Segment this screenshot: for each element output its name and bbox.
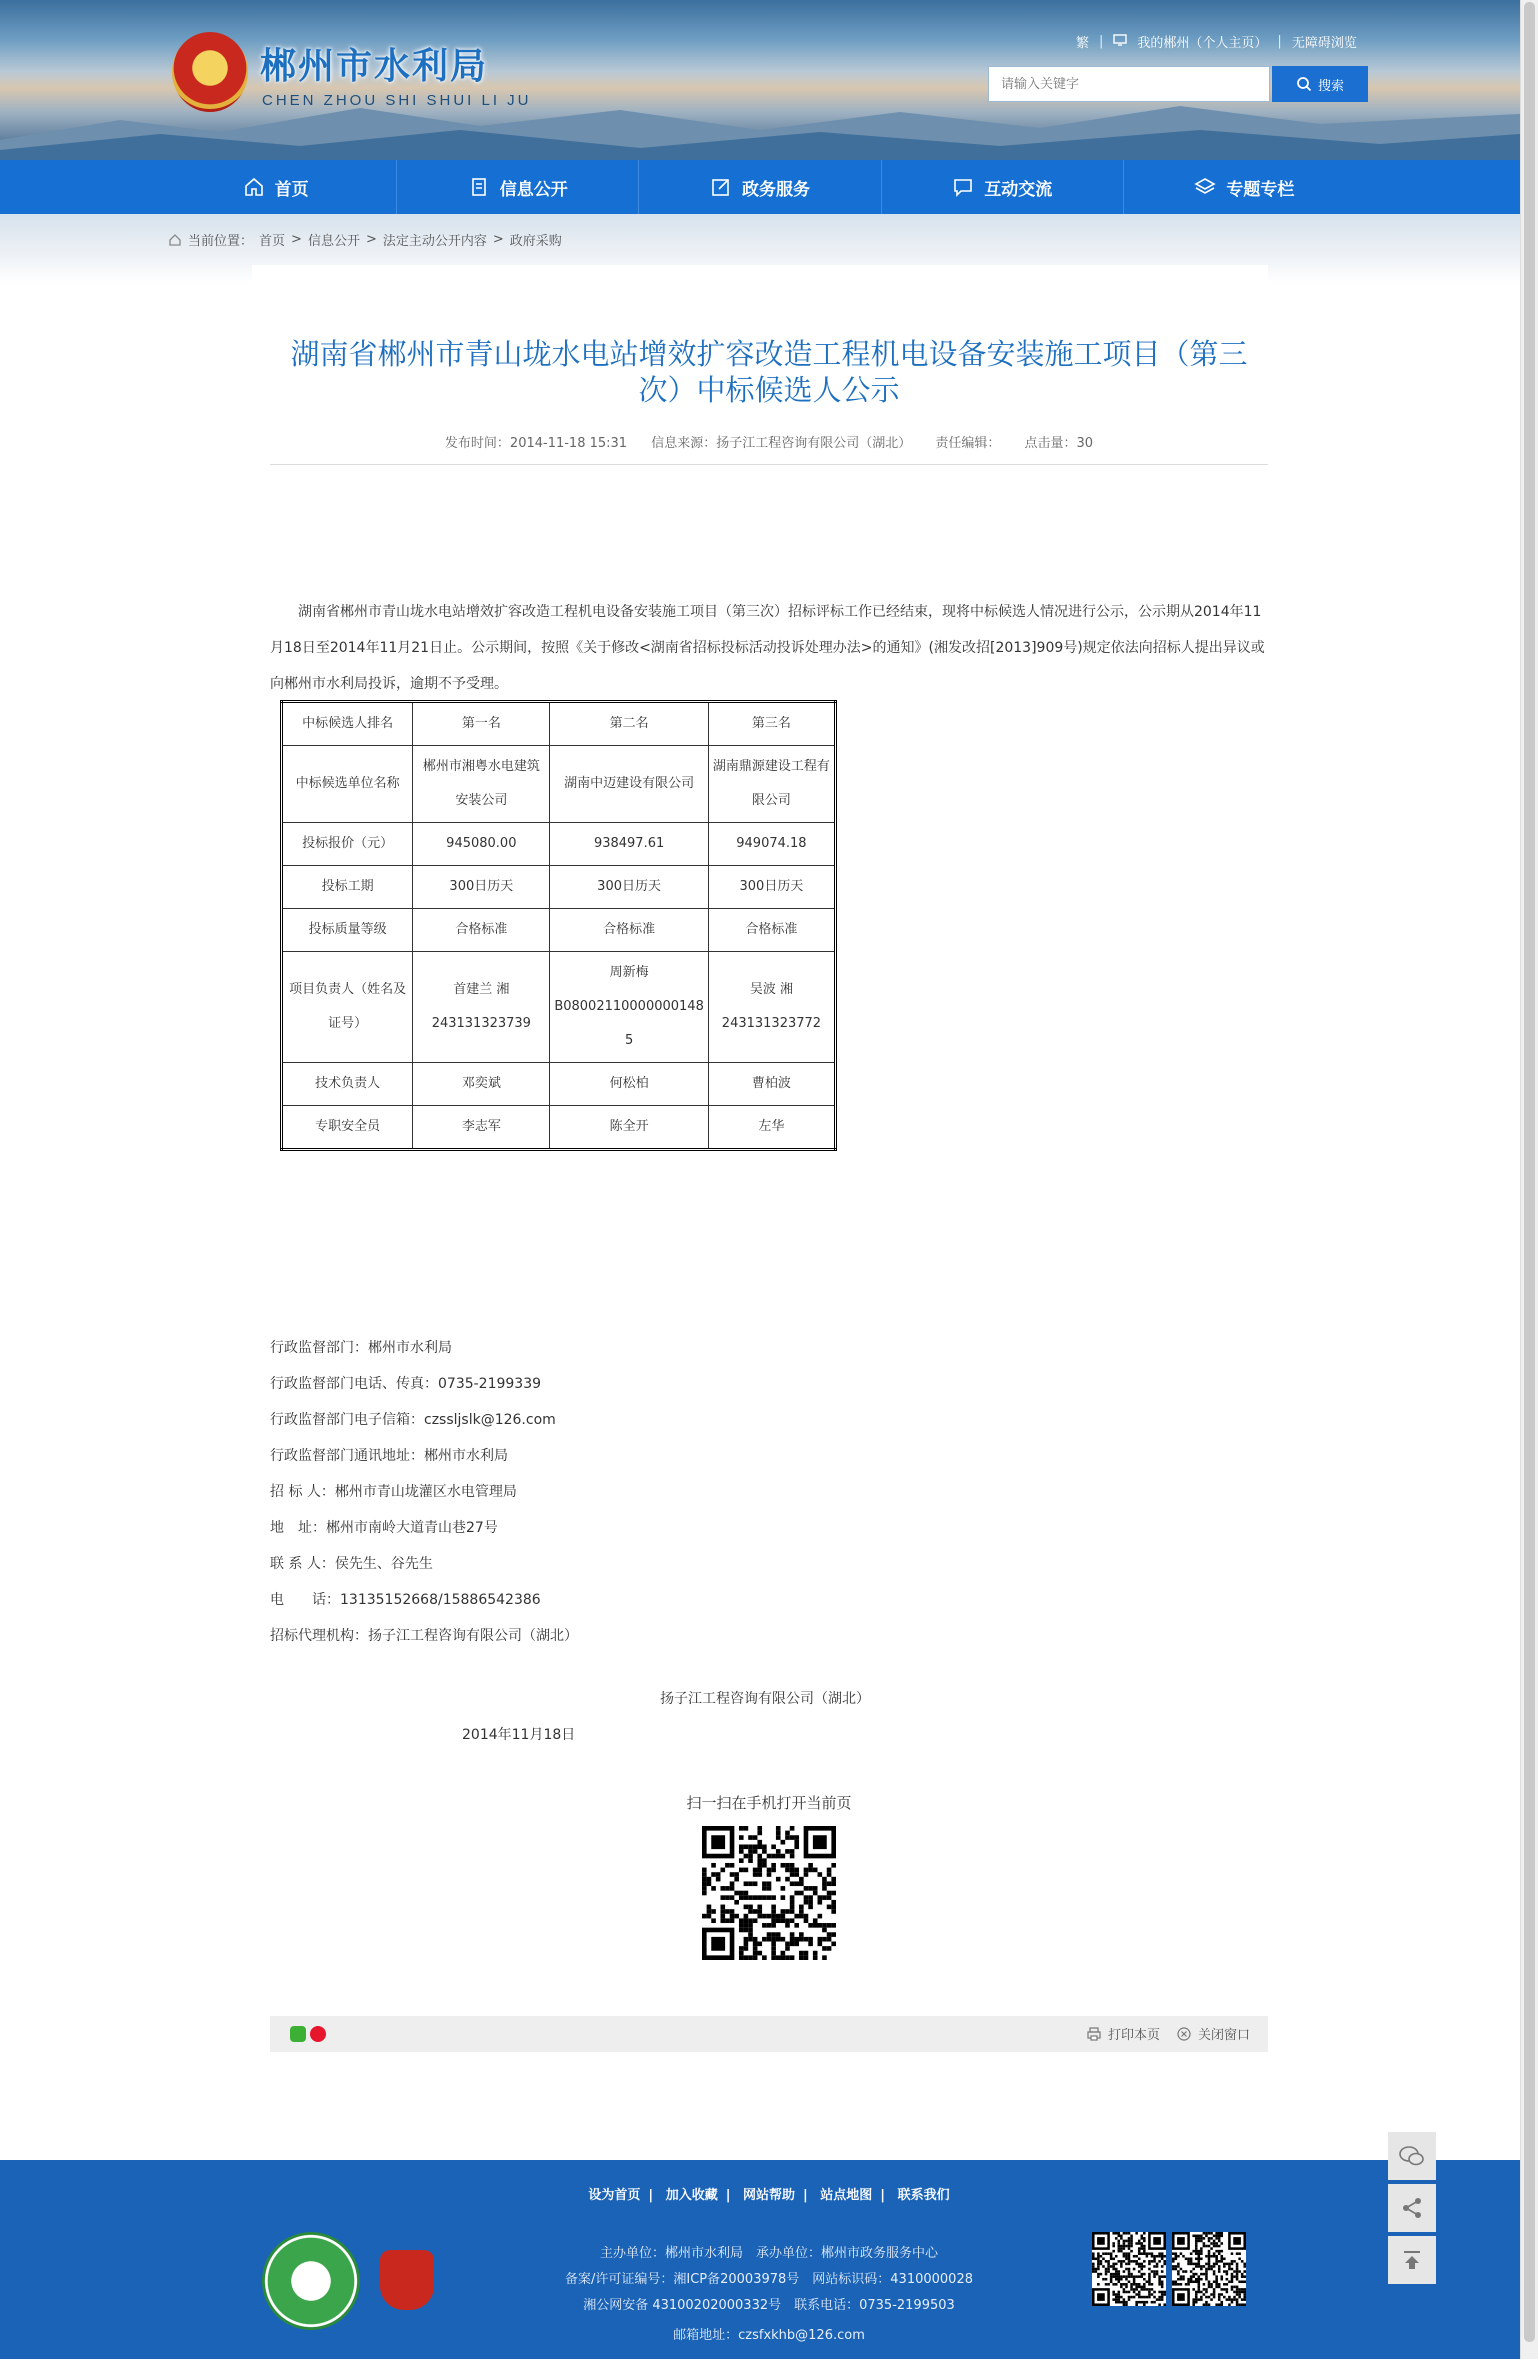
close-label: 关闭窗口 bbox=[1197, 2028, 1250, 2043]
close-window-button[interactable] bbox=[1176, 2024, 1250, 2043]
footer-link-sitemap[interactable]: 站点地图 bbox=[820, 2188, 873, 2203]
edit-icon bbox=[710, 176, 732, 198]
print-label: 打印本页 bbox=[1107, 2028, 1160, 2043]
nav-item-home[interactable] bbox=[155, 160, 397, 214]
breadcrumb bbox=[168, 230, 562, 249]
wechat-icon bbox=[1398, 2144, 1426, 2168]
print-button[interactable] bbox=[1086, 2024, 1160, 2043]
arrow-up-icon bbox=[1400, 2248, 1424, 2272]
table-cell: 技术负责人 bbox=[282, 1063, 413, 1106]
table-cell: 首建兰 湘243131323739 bbox=[413, 952, 550, 1063]
info-line: 行政监督部门电子信箱：czssljslk@126.com bbox=[270, 1412, 556, 1428]
my-chenzhou-link[interactable]: 我的郴州（个人主页） bbox=[1137, 36, 1268, 51]
info-line: 行政监督部门电话、传真：0735-2199339 bbox=[270, 1376, 542, 1392]
signature-company: 扬子江工程咨询有限公司（湖北） bbox=[660, 1691, 870, 1707]
nav-item-info-public[interactable] bbox=[397, 160, 639, 214]
document-icon bbox=[468, 176, 490, 198]
search-icon bbox=[1296, 76, 1312, 92]
table-cell: 949074.18 bbox=[708, 823, 835, 866]
breadcrumb-separator: > bbox=[492, 232, 504, 247]
search-input[interactable] bbox=[989, 67, 1269, 101]
article-meta bbox=[270, 432, 1268, 451]
nav-item-gov-services[interactable] bbox=[639, 160, 881, 214]
nav-item-label: 首页 bbox=[274, 179, 309, 200]
table-cell: 投标报价（元） bbox=[282, 823, 413, 866]
footer-links bbox=[0, 2184, 1538, 2203]
info-source: 信息来源：扬子江工程咨询有限公司（湖北） bbox=[651, 436, 912, 451]
separator: | bbox=[1277, 34, 1282, 49]
footer-qr-code bbox=[1172, 2232, 1246, 2306]
nav-item-label: 互动交流 bbox=[984, 179, 1053, 200]
footer-icp: 备案/许可证编号：湘ICP备20003978号 网站标识码：4310000028 bbox=[564, 2272, 973, 2287]
search-box bbox=[988, 66, 1270, 102]
info-line: 行政监督部门通讯地址：郴州市水利局 bbox=[270, 1448, 508, 1464]
separator: | bbox=[648, 2188, 654, 2203]
info-line: 招 标 人：郴州市青山垅灌区水电管理局 bbox=[270, 1484, 517, 1500]
table-cell: 938497.61 bbox=[550, 823, 709, 866]
table-cell: 300日历天 bbox=[550, 866, 709, 909]
qr-label: 扫一扫在手机打开当前页 bbox=[686, 1794, 852, 1812]
click-count: 点击量：30 bbox=[1024, 436, 1094, 451]
share-icon bbox=[1400, 2196, 1424, 2220]
table-cell: 300日历天 bbox=[708, 866, 835, 909]
site-name: 郴州市水利局 bbox=[260, 46, 489, 87]
table-row bbox=[282, 909, 836, 952]
table-row bbox=[282, 866, 836, 909]
layers-icon bbox=[1194, 176, 1216, 198]
table-cell: 投标质量等级 bbox=[282, 909, 413, 952]
info-line: 电 话：13135152668/15886542386 bbox=[270, 1592, 541, 1608]
table-cell: 第一名 bbox=[413, 702, 550, 746]
table-cell: 投标工期 bbox=[282, 866, 413, 909]
table-row bbox=[282, 746, 836, 823]
table-cell: 300日历天 bbox=[413, 866, 550, 909]
back-to-top-button[interactable] bbox=[1388, 2236, 1436, 2284]
accessibility-link[interactable]: 无障碍浏览 bbox=[1291, 36, 1357, 51]
nav-item-label: 专题专栏 bbox=[1226, 179, 1295, 200]
breadcrumb-procurement[interactable]: 政府采购 bbox=[509, 234, 562, 249]
footer-email: 邮箱地址：czsfxkhb@126.com bbox=[673, 2328, 865, 2343]
table-cell: 湖南鼎源建设工程有限公司 bbox=[708, 746, 835, 823]
wechat-float-button[interactable] bbox=[1388, 2132, 1436, 2180]
footer-qr-code bbox=[1092, 2232, 1166, 2306]
traditional-chinese-link[interactable]: 繁 bbox=[1076, 36, 1090, 51]
table-cell: 合格标准 bbox=[413, 909, 550, 952]
printer-icon bbox=[1086, 2026, 1102, 2042]
scrollbar-thumb[interactable] bbox=[1524, 2, 1535, 2342]
search-button-label: 搜索 bbox=[1317, 78, 1344, 94]
table-cell: 第二名 bbox=[550, 702, 709, 746]
candidate-table bbox=[280, 700, 837, 1151]
table-cell: 何松柏 bbox=[550, 1063, 709, 1106]
table-cell: 吴波 湘243131323772 bbox=[708, 952, 835, 1063]
info-line: 行政监督部门：郴州市水利局 bbox=[270, 1340, 452, 1356]
table-cell: 陈全开 bbox=[550, 1106, 709, 1150]
separator: | bbox=[880, 2188, 886, 2203]
page-qr-code bbox=[702, 1826, 836, 1960]
share-bar bbox=[270, 2016, 1268, 2052]
close-icon bbox=[1176, 2026, 1192, 2042]
share-float-button[interactable] bbox=[1388, 2184, 1436, 2232]
home-icon bbox=[243, 176, 265, 198]
table-cell: 专职安全员 bbox=[282, 1106, 413, 1150]
table-row bbox=[282, 1106, 836, 1150]
info-line: 联 系 人：侯先生、谷先生 bbox=[270, 1556, 433, 1572]
nav-item-interaction[interactable] bbox=[882, 160, 1124, 214]
info-line: 招标代理机构：扬子江工程咨询有限公司（湖北） bbox=[270, 1628, 578, 1644]
divider bbox=[270, 464, 1268, 465]
info-line: 地 址：郴州市南岭大道青山巷27号 bbox=[270, 1520, 498, 1536]
table-cell: 邓奕斌 bbox=[413, 1063, 550, 1106]
nav-item-special-topics[interactable] bbox=[1124, 160, 1365, 214]
table-cell: 曹柏波 bbox=[708, 1063, 835, 1106]
breadcrumb-statutory-content[interactable]: 法定主动公开内容 bbox=[382, 234, 487, 249]
breadcrumb-home[interactable]: 首页 bbox=[259, 234, 286, 249]
contact-info bbox=[270, 1330, 1268, 1654]
weibo-share-icon[interactable] bbox=[310, 2026, 326, 2042]
footer-link-help[interactable]: 网站帮助 bbox=[742, 2188, 795, 2203]
separator: | bbox=[1099, 34, 1104, 49]
footer-link-contact[interactable]: 联系我们 bbox=[897, 2188, 950, 2203]
table-cell: 合格标准 bbox=[708, 909, 835, 952]
search-button[interactable] bbox=[1272, 66, 1368, 102]
editor: 责任编辑： bbox=[935, 436, 1001, 451]
separator: | bbox=[803, 2188, 808, 2203]
main-nav bbox=[0, 160, 1520, 214]
top-links bbox=[1076, 32, 1357, 51]
footer-organizer: 主办单位：郴州市水利局 承办单位：郴州市政务服务中心 bbox=[599, 2246, 938, 2261]
nav-item-label: 政务服务 bbox=[742, 179, 810, 200]
footer-police-record: 湘公网安备 43100202000332号 联系电话：0735-2199503 bbox=[583, 2298, 955, 2313]
table-header-row bbox=[282, 702, 836, 746]
signature-date: 2014年11月18日 bbox=[462, 1727, 576, 1743]
table-cell: 945080.00 bbox=[413, 823, 550, 866]
table-cell: 湖南中迈建设有限公司 bbox=[550, 746, 709, 823]
table-cell: 李志军 bbox=[413, 1106, 550, 1150]
breadcrumb-separator: > bbox=[365, 232, 377, 247]
national-emblem-icon bbox=[172, 32, 248, 112]
article-title: 湖南省郴州市青山垅水电站增效扩容改造工程机电设备安装施工项目（第三次）中标候选人公示 bbox=[290, 337, 1248, 407]
side-toolbar bbox=[1388, 2132, 1436, 2284]
article-paragraph: 湖南省郴州市青山垅水电站增效扩容改造工程机电设备安装施工项目（第三次）招标评标工作已经结束，现将中标候选人情况进行公示，公示期从2014年11月18日至2014年11月21日止。公示期间，按照《关于修改<湖南省招标投标活动投诉处理办法>的通知》(湘发改招[2013]909号)规定依法向招标人提出异议或向郴州市水利局投诉，逾期不予受理。 bbox=[270, 604, 1265, 692]
monitor-icon bbox=[1113, 34, 1127, 50]
table-row bbox=[282, 952, 836, 1063]
breadcrumb-prefix: 当前位置： bbox=[188, 234, 254, 249]
table-cell: 左华 bbox=[708, 1106, 835, 1150]
table-cell: 周新梅 B08002110000000148 5 bbox=[550, 952, 709, 1063]
site-header bbox=[0, 0, 1520, 160]
table-cell: 中标候选人排名 bbox=[282, 702, 413, 746]
site-pinyin: CHEN ZHOU SHI SHUI LI JU bbox=[262, 92, 532, 109]
chat-icon bbox=[952, 176, 974, 198]
vertical-scrollbar[interactable] bbox=[1520, 0, 1538, 2359]
table-cell: 第三名 bbox=[708, 702, 835, 746]
wechat-share-icon[interactable] bbox=[290, 2026, 306, 2042]
table-row bbox=[282, 1063, 836, 1106]
home-icon bbox=[168, 233, 182, 247]
table-cell: 项目负责人（姓名及证号） bbox=[282, 952, 413, 1063]
table-cell: 合格标准 bbox=[550, 909, 709, 952]
table-cell: 中标候选单位名称 bbox=[282, 746, 413, 823]
footer-link-set-home[interactable]: 设为首页 bbox=[588, 2188, 641, 2203]
footer-link-favorite[interactable]: 加入收藏 bbox=[665, 2188, 718, 2203]
site-footer bbox=[0, 2160, 1520, 2359]
breadcrumb-separator: > bbox=[291, 232, 302, 247]
separator: | bbox=[725, 2188, 731, 2203]
table-row bbox=[282, 823, 836, 866]
nav-item-label: 信息公开 bbox=[499, 179, 568, 200]
table-cell: 郴州市湘粤水电建筑安装公司 bbox=[413, 746, 550, 823]
publish-time: 发布时间：2014-11-18 15:31 bbox=[444, 436, 628, 451]
breadcrumb-info-public[interactable]: 信息公开 bbox=[307, 234, 360, 249]
